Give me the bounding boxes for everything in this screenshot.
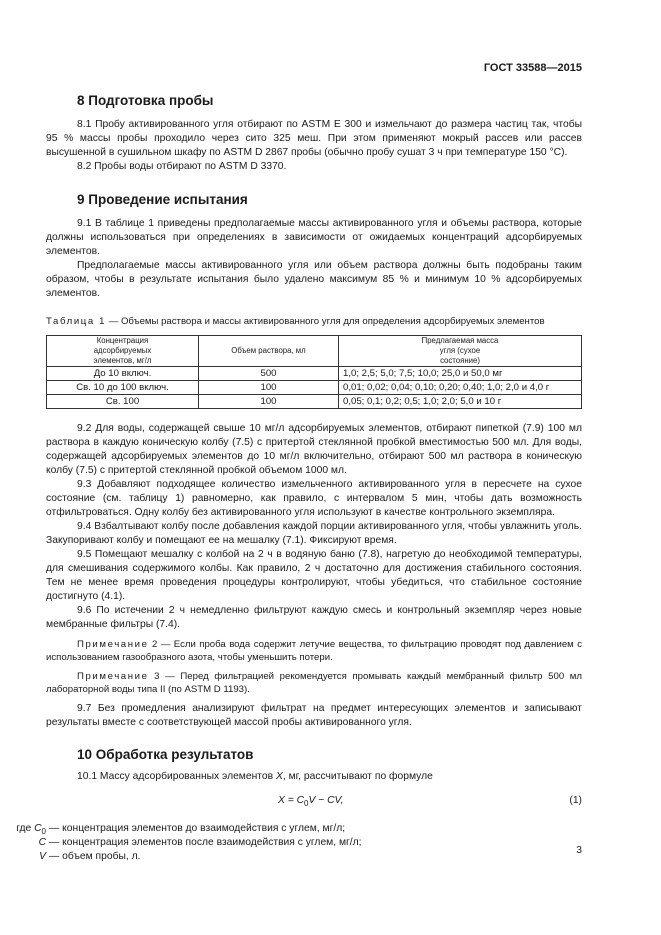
formula-number: (1) bbox=[569, 795, 582, 806]
table-header-cell: Объем раствора, мл bbox=[199, 336, 339, 367]
paragraph-8-2: 8.2 Пробы воды отбирают по ASTM D 3370. bbox=[77, 161, 287, 172]
note-label: Примечание bbox=[77, 639, 149, 650]
table-header-row bbox=[47, 336, 582, 367]
where-row: где $C_0$ — концентрация элементов до взаимодействия с углем, мг/л; bbox=[16, 823, 346, 837]
table-cell: Св. 100 bbox=[47, 395, 199, 409]
paragraph-9-4: 9.4 Взбалтывают колбу после добавления каждой порции активированного угля, чтобы увлажнить уголь. Закупоривают колбу и помещают ее на мешалку (7.1). Фиксируют время. bbox=[46, 521, 582, 546]
section-8-title: 8 Подготовка пробы bbox=[77, 93, 214, 108]
paragraph-9-3: 9.3 Добавляют подходящее количество измельченного активированного угля в пересчете на сухое состояние (см. таблицу 1) равномерно, как правило, с интервалом 5 мин, чтобы дать возможность отфильтроваться. Одну колбу без активированного угля используют в качестве контрольного экземпляра. bbox=[46, 479, 582, 518]
table-cell: 100 bbox=[199, 395, 339, 409]
table-1-caption bbox=[46, 315, 582, 328]
table-cell: 1,0; 2,5; 5,0; 7,5; 10,0; 25,0 и 50,0 мг bbox=[339, 367, 582, 381]
paragraph-9-1-cont: Предполагаемые массы активированного угля или объем раствора должны быть подобраны таким образом, чтобы в результате испытания было удалено максимум 85 % и минимум 10 % адсорбируемых элементов. bbox=[46, 260, 582, 299]
formula-1 bbox=[46, 792, 582, 810]
note-2: Примечание 2 — Если проба вода содержит летучие вещества, то фильтрацию проводят под давлением с использованием газообразного азота, чтобы уменьшить потери. bbox=[46, 639, 582, 663]
paragraph-9-5: 9.5 Помещают мешалку с колбой на 2 ч в водяную баню (7.8), нагретую до необходимой температуры, для смешивания содержимого колбы. Как правило, 2 ч достаточно для достижения стабильного состояния. Тем не менее время проведения процедуры контролируют, чтобы убедиться, что стабильное состояние достигнуто (4.1). bbox=[46, 549, 582, 602]
formula-expression: $X = C_0V$ − CV, bbox=[278, 795, 344, 809]
paragraph-9-7: 9.7 Без промедления анализируют фильтрат на предмет интересующих элементов и записывают результаты вместе с соответствующей массой пробы активированного угля. bbox=[46, 703, 582, 728]
where-row: V — объем пробы, л. bbox=[39, 851, 141, 862]
table-1 bbox=[46, 335, 582, 409]
document-body bbox=[16, 92, 582, 864]
table-header-cell: Предлагаемая масса угля (сухое состояние) bbox=[339, 336, 582, 367]
where-row: C — концентрация элементов после взаимодействия с углем, мг/л; bbox=[38, 837, 362, 848]
paragraph-9-1: 9.1 В таблице 1 приведены предполагаемые массы активированного угля и объемы раствора, которые должны использоваться при определениях в зависимости от ожидаемых концентраций адсорбируемых элементов. bbox=[46, 218, 582, 257]
note-3: Примечание 3 — Перед фильтрацией рекомендуется промывать каждый мембранный фильтр 500 мл лабораторной воды типа II (по ASTM D 1193). bbox=[46, 671, 582, 695]
table-header-cell: Концентрация адсорбируемых элементов, мг/л bbox=[47, 336, 199, 367]
paragraph-9-6: 9.6 По истечении 2 ч немедленно фильтруют каждую смесь и контрольный экземпляр через новые мембранные фильтры (7.4). bbox=[46, 605, 582, 630]
table-row bbox=[47, 381, 582, 395]
section-10-title: 10 Обработка результатов bbox=[77, 747, 254, 762]
where-clause bbox=[0, 822, 582, 864]
section-9-title: 9 Проведение испытания bbox=[77, 192, 248, 207]
table-row bbox=[47, 367, 582, 381]
table-cell: 100 bbox=[199, 381, 339, 395]
page-number: 3 bbox=[576, 845, 582, 856]
table-cell: 500 bbox=[199, 367, 339, 381]
table-1-label: Таблица 1 bbox=[46, 316, 107, 327]
note-label: Примечание bbox=[77, 671, 149, 682]
document-code: ГОСТ 33588—2015 bbox=[483, 62, 582, 74]
table-cell: 0,05; 0,1; 0,2; 0,5; 1,0; 2,0; 5,0 и 10 г bbox=[339, 395, 582, 409]
paragraph-8-1: 8.1 Пробу активированного угля отбирают по ASTM E 300 и измельчают до размера частиц так, чтобы 95 % массы пробы проходило через сито 325 меш. При этом применяют мокрый рассев или рассев высушенной в сушильном шкафу по ASTM D 2867 пробы (обычно пробу сушат 3 ч при температуре 150 °С). bbox=[46, 119, 582, 158]
table-cell: До 10 включ. bbox=[47, 367, 199, 381]
table-cell: 0,01; 0,02; 0,04; 0,10; 0,20; 0,40; 1,0; 2,0 и 4,0 г bbox=[339, 381, 582, 395]
paragraph-10-1: 10.1 Массу адсорбированных элементов X, мг, рассчитывают по формуле bbox=[77, 771, 433, 782]
table-row bbox=[47, 395, 582, 409]
paragraph-9-2: 9.2 Для воды, содержащей свыше 10 мг/л адсорбируемых элементов, отбирают пипеткой (7.9) 100 мл раствора в каждую коническую колбу (7.5) с притертой стеклянной пробкой вместимостью 500 мл. Для воды, содержащей адсорбируемых элементов до 10 мг/л включительно, отбирают 500 мл раствора в коническую колбу (7.5) с притертой стеклянной пробкой объемом 1000 мл. bbox=[46, 423, 582, 476]
table-cell: Св. 10 до 100 включ. bbox=[47, 381, 199, 395]
table-1-title: — Объемы раствора и массы активированного угля для определения адсорбируемых элементов bbox=[106, 316, 545, 327]
